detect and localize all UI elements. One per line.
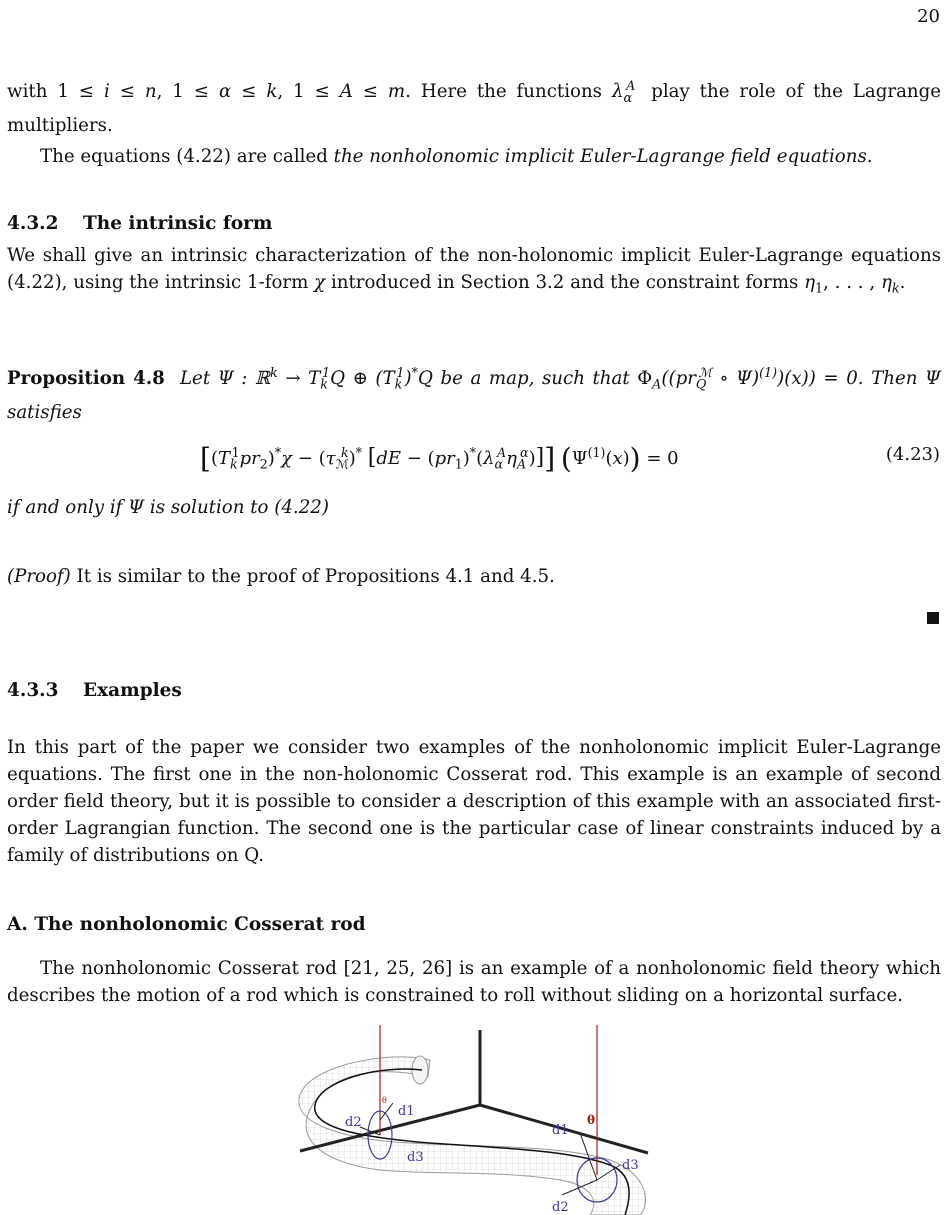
label-d2-right: d2 xyxy=(552,1200,569,1215)
proof xyxy=(7,563,941,590)
paragraph-cosserat: The nonholonomic Cosserat rod [21, 25, 26] is an example of a nonholonomic field theory which describes the motion of a rod which is constrained to roll without sliding on a horizontal surface. xyxy=(7,958,941,1006)
proposition-conclusion: if and only if Ψ is solution to (4.22) xyxy=(7,497,329,518)
page-number: 20 xyxy=(917,6,940,27)
paragraph-examples: In this part of the paper we consider two examples of the nonholonomic implicit Euler-Lagrange equations. The first one in the non-holonomic Cosserat rod. This example is an example of second order field theory, but it is possible to consider a description of this example with an associated first-order Lagrangian function. The second one is the particular case of linear constraints induced by a family of distributions on Q. xyxy=(7,737,941,866)
paragraph-multipliers xyxy=(7,73,941,139)
section-heading-4-3-2 xyxy=(7,213,272,234)
section-title: Examples xyxy=(83,680,182,701)
proof-text: It is similar to the proof of Propositions 4.1 and 4.5. xyxy=(70,566,555,587)
proposition-4-8 xyxy=(7,360,941,426)
equation-rendered: [$(T_k^1pr_2)^*\chi - (\tau_ℳ^k)^*$ $[dE - (pr_1)^*(\lambda_\alpha^A\eta_A^\alpha)]$] $(\Psi^{(1)}(x)) = 0$ xyxy=(200,442,679,475)
proof-label: (Proof) xyxy=(7,566,71,587)
para2-prefix: The equations (4.22) are called xyxy=(40,146,334,167)
qed-square-icon xyxy=(927,612,939,624)
para1-rendered: with 1 ≤ i ≤ n, 1 ≤ α ≤ k, 1 ≤ A ≤ m. Here the functions $\lambda_\alpha^A$ play the role of the Lagrange multipliers. xyxy=(7,79,942,136)
equation-4-23 xyxy=(200,442,679,475)
section-heading-cosserat: A. The nonholonomic Cosserat rod xyxy=(7,914,366,935)
label-d1-left: d1 xyxy=(398,1104,415,1119)
label-d3-left: d3 xyxy=(407,1150,424,1165)
section-title: The intrinsic form xyxy=(83,213,273,234)
section-heading-4-3-3 xyxy=(7,680,182,701)
para3-rendered: We shall give an intrinsic characterization of the non-holonomic implicit Euler-Lagrange equations (4.22), using the intrinsic 1-form χ introduced in Section 3.2 and the constraint forms $\eta_1$, . . . , $\eta_k$. xyxy=(7,245,941,297)
section-number: 4.3.3 xyxy=(7,680,59,701)
para2-italic: the nonholonomic implicit Euler-Lagrange field equations xyxy=(333,146,867,167)
label-d2-left: d2 xyxy=(345,1115,362,1130)
para2-suffix: . xyxy=(866,146,873,167)
section-number: 4.3.2 xyxy=(7,213,59,234)
label-theta-left: θ xyxy=(382,1096,387,1105)
cosserat-rod-figure xyxy=(290,1025,660,1215)
proposition-label: Proposition 4.8 xyxy=(7,368,165,390)
label-d1-right: d1 xyxy=(552,1123,569,1138)
label-theta-right: θ xyxy=(587,1113,596,1127)
equation-number: (4.23) xyxy=(885,444,940,465)
label-d3-right: d3 xyxy=(622,1158,639,1173)
paragraph-intrinsic xyxy=(7,242,941,303)
paragraph-equations-named xyxy=(7,143,941,170)
proposition-rendered: Let Ψ : ℝ$^k$ → $T_k^1Q$ ⊕ $(T_k^1)^*Q$ be a map, such that $\Phi_A((pr_Q^ℳ$ ∘ Ψ)$^{(1)}$)(x)) = 0. Then Ψ satisfies xyxy=(7,366,941,423)
